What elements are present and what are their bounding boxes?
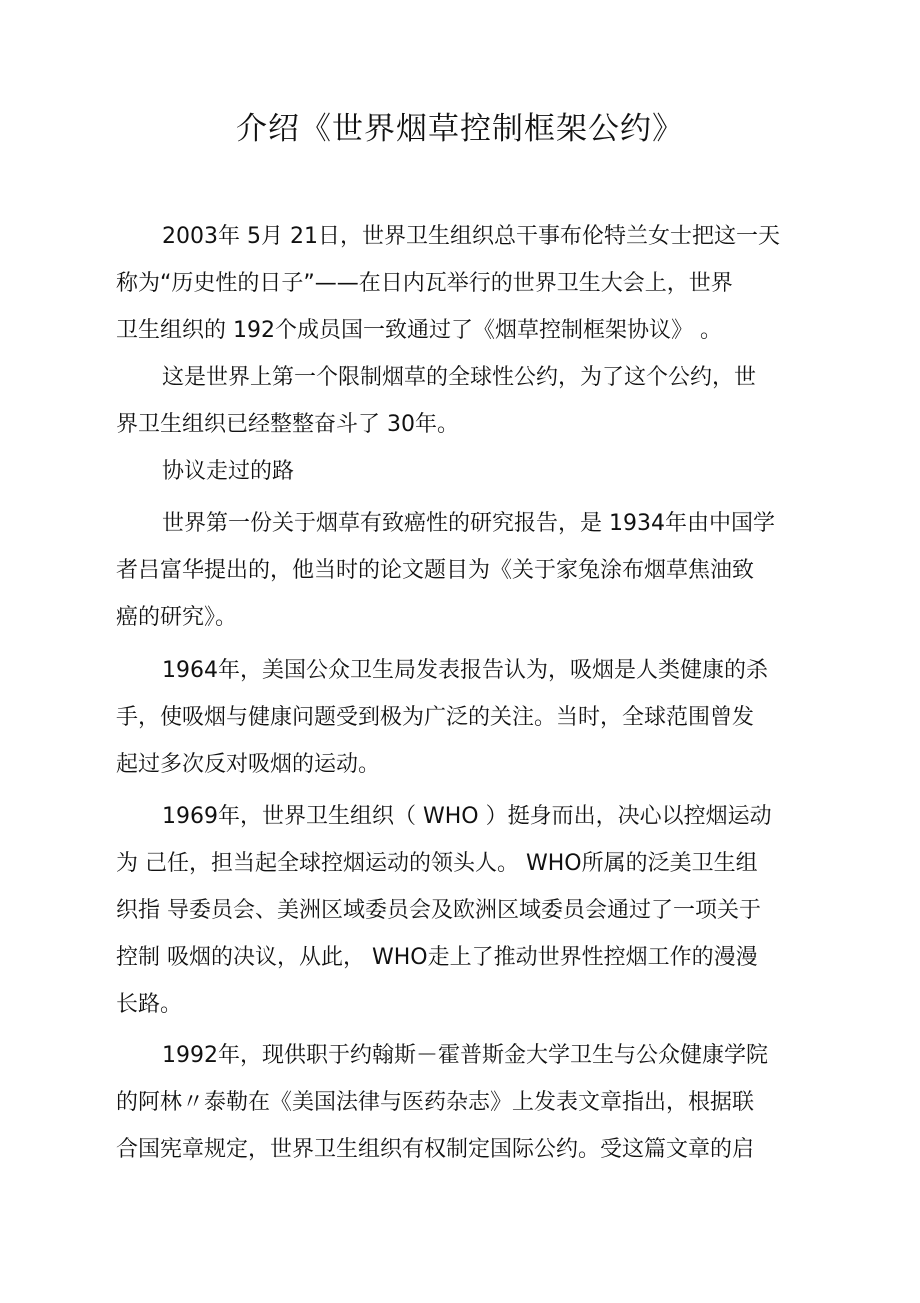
text-line: 织指 导委员会、美洲区域委员会及欧洲区域委员会通过了一项关于: [116, 898, 761, 923]
text-line: 合国宪章规定，世界卫生组织有权制定国际公约。受这篇文章的启: [116, 1137, 755, 1162]
text-line: 称为“历史性的日子”——在日内瓦举行的世界卫生大会上，世界: [116, 271, 733, 296]
text-line: 卫生组织的 192个成员国一致通过了《烟草控制框架协议》 。: [116, 318, 722, 343]
text-line: 1969年，世界卫生组织（ WHO ）挺身而出，决心以控烟运动: [162, 804, 772, 829]
text-line: 这是世界上第一个限制烟草的全球性公约，为了这个公约，世: [162, 365, 757, 390]
text-line: 2003年 5月 21日，世界卫生组织总干事布伦特兰女士把这一天: [162, 224, 780, 249]
text-line: 癌的研究》。: [116, 605, 238, 630]
text-line: 长路。: [116, 992, 183, 1017]
text-line: 者吕富华提出的，他当时的论文题目为《关于家兔涂布烟草焦油致: [116, 558, 755, 583]
document-title: 介绍《世界烟草控制框架公约》: [236, 111, 684, 147]
text-line: 1992年，现供职于约翰斯－霍普斯金大学卫生与公众健康学院: [162, 1043, 768, 1068]
text-line: 手，使吸烟与健康问题受到极为广泛的关注。当时，全球范围曾发: [116, 705, 755, 730]
text-line: 为 己任，担当起全球控烟运动的领头人。 WHO所属的泛美卫生组: [116, 851, 758, 876]
text-line: 起过多次反对吸烟的运动。: [116, 752, 381, 777]
section-heading: 协议走过的路: [162, 459, 295, 484]
text-line: 的阿林〃泰勒在《美国法律与医药杂志》上发表文章指出，根据联: [116, 1090, 755, 1115]
text-line: 世界第一份关于烟草有致癌性的研究报告，是 1934年由中国学: [162, 511, 775, 536]
text-line: 1964年，美国公众卫生局发表报告认为，吸烟是人类健康的杀: [162, 658, 768, 683]
text-line: 控制 吸烟的决议，从此， WHO走上了推动世界性控烟工作的漫漫: [116, 945, 758, 970]
text-line: 界卫生组织已经整整奋斗了 30年。: [116, 412, 459, 437]
